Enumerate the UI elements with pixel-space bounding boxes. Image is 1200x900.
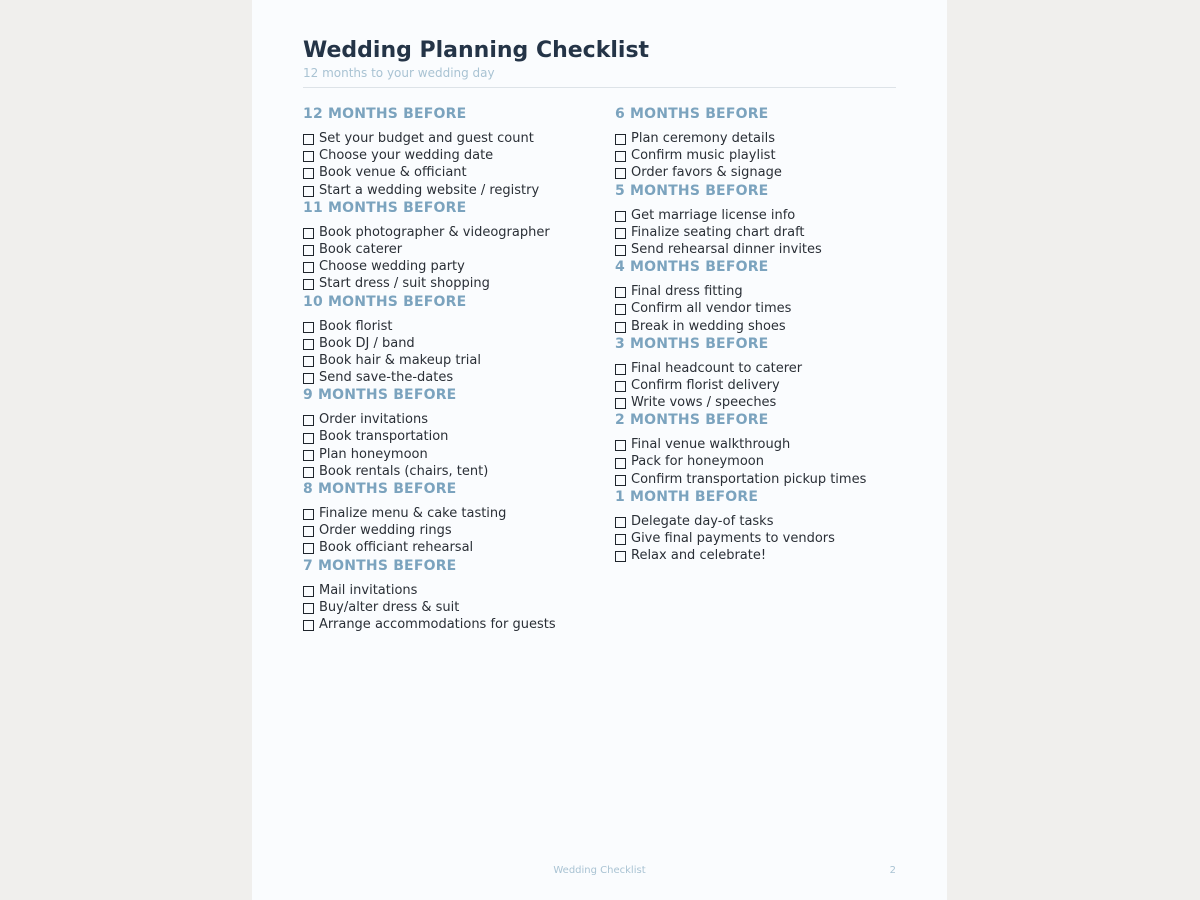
- section-heading: 4 MONTHS BEFORE: [615, 259, 769, 276]
- section-heading: 5 MONTHS BEFORE: [615, 182, 769, 199]
- checklist-item[interactable]: [303, 539, 603, 556]
- checklist-item[interactable]: [615, 547, 915, 564]
- checklist-item-label: Confirm florist delivery: [631, 377, 780, 393]
- section-4-months-before: [615, 259, 915, 335]
- checklist-items: [615, 207, 915, 259]
- empty-checkbox-icon[interactable]: [303, 526, 314, 537]
- checklist-item-label: Set your budget and guest count: [319, 131, 534, 146]
- checklist-item-label: Write vows / speeches: [631, 395, 777, 411]
- checklist-item-label: Choose wedding party: [319, 259, 465, 275]
- checklist-item-label: Confirm all vendor times: [631, 301, 792, 317]
- empty-checkbox-icon[interactable]: [615, 398, 626, 409]
- checklist-item-label: Give final payments to vendors: [631, 531, 835, 546]
- empty-checkbox-icon[interactable]: [303, 373, 314, 384]
- checklist-item-label: Arrange accommodations for guests: [319, 616, 556, 632]
- empty-checkbox-icon[interactable]: [303, 356, 314, 367]
- checklist-item-label: Book rentals (chairs, tent): [319, 463, 489, 479]
- checklist-item[interactable]: [303, 164, 603, 181]
- checklist-item-label: Pack for honeymoon: [631, 454, 764, 470]
- checklist-item[interactable]: [303, 130, 603, 147]
- checklist-item-label: Final dress fitting: [631, 284, 743, 300]
- empty-checkbox-icon[interactable]: [615, 381, 626, 392]
- checklist-item[interactable]: [615, 300, 915, 317]
- empty-checkbox-icon[interactable]: [303, 586, 314, 597]
- checklist-item-label: Book DJ / band: [319, 335, 415, 351]
- page-subtitle: 12 months to your wedding day: [303, 66, 495, 80]
- checklist-item-label: Relax and celebrate!: [631, 548, 767, 564]
- checklist-item-label: Book venue & officiant: [319, 165, 467, 181]
- section-heading: 7 MONTHS BEFORE: [303, 557, 457, 574]
- checklist-item[interactable]: [303, 582, 603, 599]
- checklist-item[interactable]: [303, 318, 603, 335]
- checklist-item[interactable]: [615, 283, 915, 300]
- section-heading: 11 MONTHS BEFORE: [303, 199, 467, 216]
- checklist-item[interactable]: [303, 463, 603, 480]
- checklist-item-label: Order favors & signage: [631, 165, 782, 181]
- empty-checkbox-icon[interactable]: [615, 287, 626, 298]
- checklist-item[interactable]: [615, 530, 915, 547]
- empty-checkbox-icon[interactable]: [303, 603, 314, 614]
- checklist-item[interactable]: [303, 258, 603, 275]
- checklist-item[interactable]: [615, 394, 915, 411]
- empty-checkbox-icon[interactable]: [615, 440, 626, 451]
- checklist-item[interactable]: [303, 522, 603, 539]
- checklist-item-label: Order wedding rings: [319, 523, 452, 539]
- checklist-item-label: Final headcount to caterer: [631, 360, 803, 376]
- checklist-item-label: Send rehearsal dinner invites: [631, 241, 822, 257]
- right-column: [615, 106, 915, 565]
- checklist-item-label: Book florist: [319, 318, 393, 334]
- checklist-item-label: Book caterer: [319, 241, 403, 257]
- checklist-items: [303, 411, 603, 480]
- empty-checkbox-icon[interactable]: [615, 245, 626, 256]
- checklist-item-label: Get marriage license info: [631, 207, 796, 223]
- checklist-item-label: Plan ceremony details: [631, 131, 775, 146]
- checklist-item[interactable]: [303, 599, 603, 616]
- checklist-item-label: Mail invitations: [319, 582, 418, 598]
- checklist-items: [303, 224, 603, 293]
- checklist-item[interactable]: [615, 471, 915, 488]
- checklist-item[interactable]: [303, 446, 603, 463]
- checklist-item-label: Book transportation: [319, 429, 449, 445]
- page-title: Wedding Planning Checklist: [303, 38, 650, 63]
- checklist-item[interactable]: [303, 352, 603, 369]
- section-2-months-before: [615, 412, 915, 488]
- section-heading: 1 MONTH BEFORE: [615, 488, 759, 505]
- checklist-item[interactable]: [615, 147, 915, 164]
- checklist-items: [615, 283, 915, 335]
- section-heading: 10 MONTHS BEFORE: [303, 293, 467, 310]
- section-heading: 3 MONTHS BEFORE: [615, 335, 769, 352]
- checklist-item-label: Send save-the-dates: [319, 370, 454, 386]
- checklist-item-label: Book hair & makeup trial: [319, 352, 481, 368]
- page-number: 2: [889, 865, 896, 876]
- checklist-items: [303, 505, 603, 557]
- checklist-item[interactable]: [303, 224, 603, 241]
- checklist-item-label: Start a wedding website / registry: [319, 182, 540, 198]
- empty-checkbox-icon[interactable]: [615, 134, 626, 145]
- empty-checkbox-icon[interactable]: [303, 245, 314, 256]
- empty-checkbox-icon[interactable]: [615, 517, 626, 528]
- page-header: [303, 38, 896, 88]
- checklist-item[interactable]: [615, 130, 915, 147]
- empty-checkbox-icon[interactable]: [303, 543, 314, 554]
- section-5-months-before: [615, 183, 915, 259]
- empty-checkbox-icon[interactable]: [615, 364, 626, 375]
- checklist-item[interactable]: [615, 241, 915, 258]
- checklist-item-label: Break in wedding shoes: [631, 318, 786, 334]
- empty-checkbox-icon[interactable]: [615, 551, 626, 562]
- section-heading: 8 MONTHS BEFORE: [303, 481, 457, 497]
- empty-checkbox-icon[interactable]: [615, 475, 626, 486]
- empty-checkbox-icon[interactable]: [303, 262, 314, 273]
- empty-checkbox-icon[interactable]: [303, 433, 314, 444]
- empty-checkbox-icon[interactable]: [615, 211, 626, 222]
- empty-checkbox-icon[interactable]: [303, 509, 314, 520]
- checklist-item[interactable]: [615, 377, 915, 394]
- checklist-items: [615, 130, 915, 182]
- checklist-item[interactable]: [303, 241, 603, 258]
- checklist-items: [615, 436, 915, 488]
- checklist-item-label: Choose your wedding date: [319, 148, 494, 164]
- section-10-months-before: [303, 294, 603, 387]
- checklist-item[interactable]: [303, 428, 603, 445]
- checklist-item-label: Finalize seating chart draft: [631, 224, 805, 240]
- checklist-items: [303, 582, 603, 634]
- checklist-item[interactable]: [615, 318, 915, 335]
- empty-checkbox-icon[interactable]: [303, 415, 314, 426]
- section-7-months-before: [303, 558, 603, 634]
- checklist-item[interactable]: [303, 369, 603, 386]
- section-9-months-before: [303, 387, 603, 480]
- checklist-item-label: Plan honeymoon: [319, 446, 428, 462]
- checklist-items: [303, 130, 603, 199]
- empty-checkbox-icon[interactable]: [303, 620, 314, 631]
- checklist-item-label: Confirm music playlist: [631, 148, 776, 164]
- checklist-item[interactable]: [303, 335, 603, 352]
- checklist-item[interactable]: [303, 182, 603, 199]
- checklist-item[interactable]: [303, 411, 603, 428]
- empty-checkbox-icon[interactable]: [303, 279, 314, 290]
- section-heading: 9 MONTHS BEFORE: [303, 387, 457, 404]
- section-11-months-before: [303, 200, 603, 293]
- empty-checkbox-icon[interactable]: [303, 151, 314, 162]
- checklist-item-label: Delegate day-of tasks: [631, 513, 774, 529]
- checklist-item-label: Finalize menu & cake tasting: [319, 506, 507, 521]
- empty-checkbox-icon[interactable]: [615, 168, 626, 179]
- checklist-item[interactable]: [615, 164, 915, 181]
- empty-checkbox-icon[interactable]: [615, 228, 626, 239]
- checklist-item[interactable]: [615, 224, 915, 241]
- section-12-months-before: [303, 106, 603, 199]
- left-column: [303, 106, 603, 634]
- section-heading: 6 MONTHS BEFORE: [615, 106, 769, 122]
- checklist-item-label: Final venue walkthrough: [631, 437, 791, 453]
- checklist-item-label: Start dress / suit shopping: [319, 276, 490, 292]
- checklist-item[interactable]: [615, 207, 915, 224]
- checklist-item[interactable]: [303, 505, 603, 522]
- empty-checkbox-icon[interactable]: [303, 228, 314, 239]
- section-8-months-before: [303, 481, 603, 557]
- empty-checkbox-icon[interactable]: [615, 534, 626, 545]
- checklist-item-label: Book officiant rehearsal: [319, 540, 474, 556]
- footer-label: Wedding Checklist: [553, 865, 646, 876]
- checklist-item-label: Book photographer & videographer: [319, 224, 550, 240]
- empty-checkbox-icon[interactable]: [303, 168, 314, 179]
- empty-checkbox-icon[interactable]: [615, 458, 626, 469]
- checklist-item-label: Order invitations: [319, 412, 428, 428]
- checklist-item[interactable]: [615, 360, 915, 377]
- section-1-month-before: [615, 489, 915, 565]
- empty-checkbox-icon[interactable]: [303, 339, 314, 350]
- empty-checkbox-icon[interactable]: [303, 186, 314, 197]
- empty-checkbox-icon[interactable]: [303, 467, 314, 478]
- checklist-item[interactable]: [303, 616, 603, 633]
- empty-checkbox-icon[interactable]: [615, 322, 626, 333]
- checklist-items: [615, 360, 915, 412]
- checklist-item[interactable]: [615, 513, 915, 530]
- section-heading: 12 MONTHS BEFORE: [303, 106, 467, 122]
- checklist-item[interactable]: [303, 147, 603, 164]
- section-heading: 2 MONTHS BEFORE: [615, 412, 769, 429]
- checklist-item-label: Buy/alter dress & suit: [319, 599, 460, 615]
- empty-checkbox-icon[interactable]: [303, 450, 314, 461]
- checklist-page: [252, 0, 947, 900]
- empty-checkbox-icon[interactable]: [303, 322, 314, 333]
- empty-checkbox-icon[interactable]: [615, 304, 626, 315]
- section-6-months-before: [615, 106, 915, 182]
- checklist-item[interactable]: [615, 453, 915, 470]
- section-3-months-before: [615, 336, 915, 412]
- checklist-item-label: Confirm transportation pickup times: [631, 471, 867, 487]
- checklist-item[interactable]: [303, 275, 603, 292]
- checklist-items: [615, 513, 915, 565]
- checklist-item[interactable]: [615, 436, 915, 453]
- empty-checkbox-icon[interactable]: [615, 151, 626, 162]
- checklist-items: [303, 318, 603, 387]
- empty-checkbox-icon[interactable]: [303, 134, 314, 145]
